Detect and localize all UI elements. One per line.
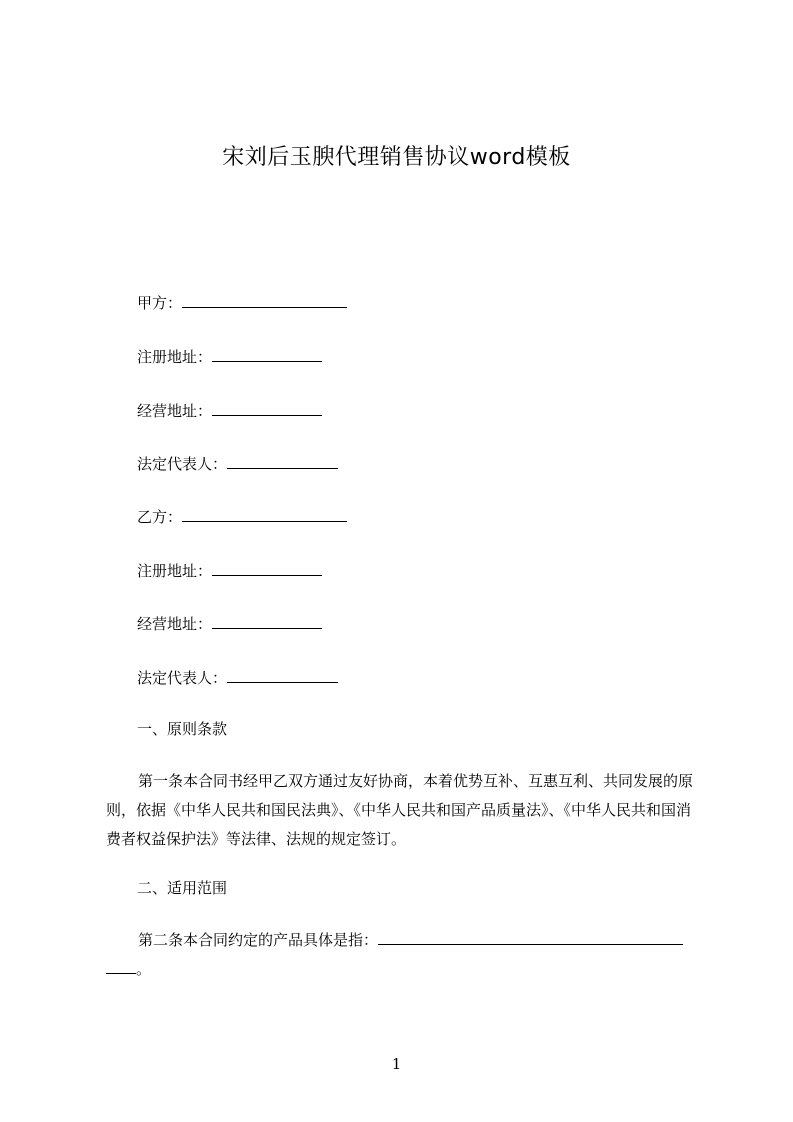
party-a-legal-rep-field (137, 452, 338, 474)
party-b-field (137, 505, 347, 527)
party-a-label: 甲方： (137, 294, 183, 312)
article-2-suffix: 。 (136, 960, 152, 978)
party-a-legal-rep-blank (227, 452, 338, 469)
party-b-label: 乙方： (137, 508, 183, 526)
article-2-blank (378, 928, 683, 945)
section-heading-principles: 一、原则条款 (137, 720, 228, 738)
party-a-field (137, 291, 347, 313)
section-heading-scope: 二、适用范围 (137, 879, 228, 897)
party-b-legal-rep-field (137, 666, 338, 688)
document-title: 宋刘后玉腴代理销售协议word模板 (222, 145, 571, 170)
party-b-legal-rep-label: 法定代表人： (137, 669, 228, 687)
article-2-prefix: 第二条本合同约定的产品具体是指： (138, 931, 379, 949)
party-b-registered-address-field (137, 559, 322, 581)
party-a-registered-address-field (137, 345, 322, 367)
party-b-business-address-blank (212, 612, 322, 629)
party-b-registered-address-blank (212, 559, 322, 576)
party-a-registered-address-label: 注册地址： (137, 348, 213, 366)
party-a-business-address-field (137, 399, 322, 421)
party-a-business-address-blank (212, 399, 322, 416)
party-a-business-address-label: 经营地址： (137, 402, 213, 420)
article-1-text: 第一条本合同书经甲乙双方通过友好协商，本着优势互补、互惠互利、共同发展的原则，依据《中华人民共和国民法典》、《中华人民共和国产品质量法》、《中华人民共和国消费者权益保护法》等法律、法规的规定签订。 (106, 772, 694, 848)
party-b-business-address-field (137, 612, 322, 634)
party-a-registered-address-blank (212, 345, 322, 362)
party-b-business-address-label: 经营地址： (137, 615, 213, 633)
party-a-legal-rep-label: 法定代表人： (137, 455, 228, 473)
party-a-blank (182, 291, 347, 308)
party-b-blank (182, 505, 347, 522)
party-b-registered-address-label: 注册地址： (137, 562, 213, 580)
party-b-legal-rep-blank (227, 666, 338, 683)
page-number: 1 (391, 1055, 402, 1073)
article-2-paragraph (106, 926, 704, 984)
article-2-blank-continued (106, 957, 136, 974)
article-1-paragraph (106, 767, 704, 854)
